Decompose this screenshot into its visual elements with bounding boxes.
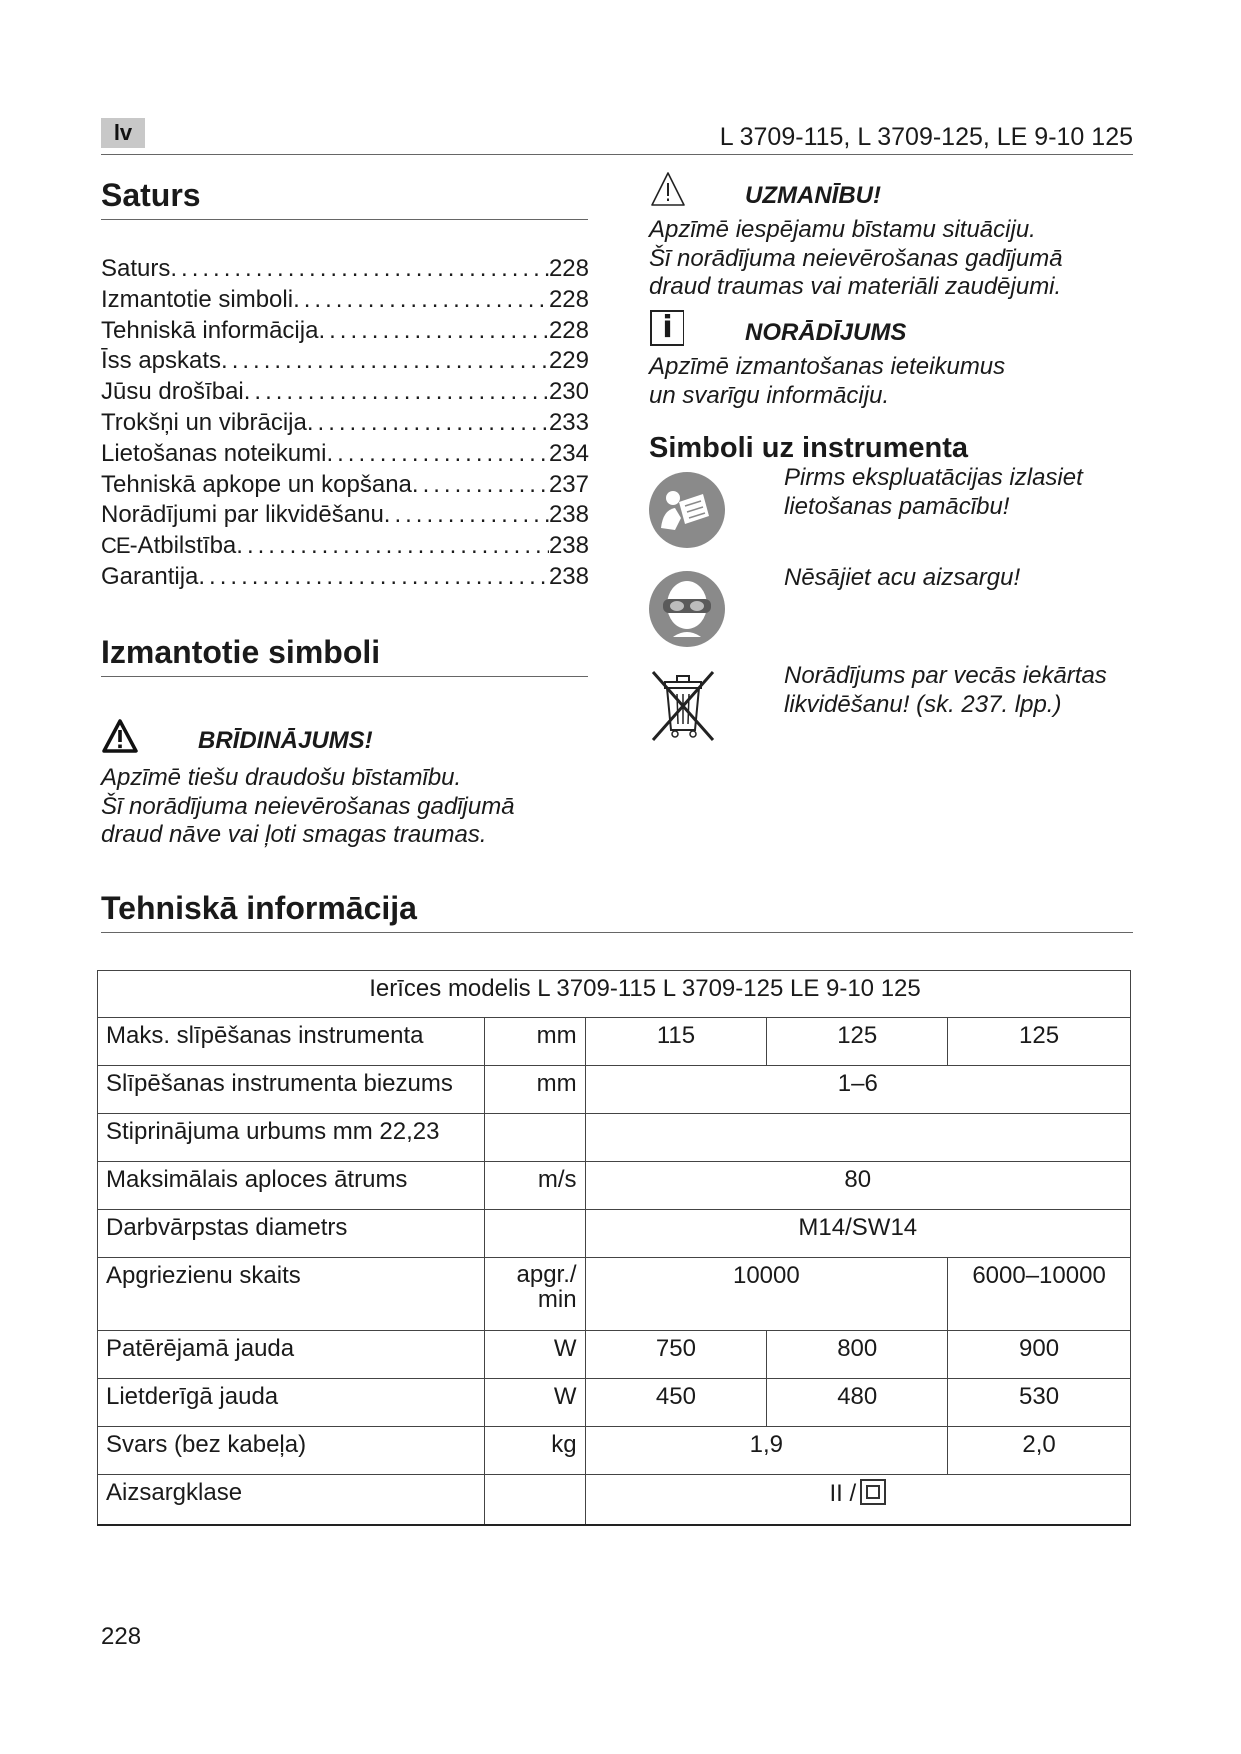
toc-entry-title: Saturs: [101, 255, 171, 282]
text-line: lietošanas pamācību!: [784, 492, 1010, 520]
unit-cell: [484, 1475, 585, 1525]
manual-reader-icon: [649, 472, 725, 548]
text-line: Pirms ekspluatācijas izlasiet: [784, 464, 1083, 491]
note-label: NORĀDĪJUMS: [745, 319, 907, 346]
danger-warning-icon: [101, 718, 139, 754]
value-cell: 2,0: [948, 1427, 1131, 1475]
unit-cell: mm: [484, 1066, 585, 1114]
table-row: [98, 1331, 1131, 1379]
toc-entry[interactable]: [101, 562, 589, 593]
param-cell: Svars (bez kabeļa): [98, 1427, 485, 1475]
tech-data-table: [97, 970, 1131, 1526]
text-line: un svarīgu informāciju.: [649, 381, 890, 409]
value-cell: M14/SW14: [585, 1210, 1130, 1258]
double-insulation-icon: [860, 1479, 886, 1505]
caution-label: UZMANĪBU!: [745, 182, 881, 209]
param-cell: Lietderīgā jauda: [98, 1379, 485, 1427]
tech-info-heading: Tehniskā informācija: [101, 890, 417, 926]
toc-entry[interactable]: [101, 500, 589, 531]
toc-leader: [307, 408, 549, 439]
value-cell: 80: [585, 1162, 1130, 1210]
table-row: [98, 1114, 1131, 1162]
danger-description: [101, 764, 515, 850]
toc-entry[interactable]: [101, 346, 589, 377]
note-description: [649, 353, 1005, 410]
toc-entry-title: Īss apskats: [101, 347, 222, 375]
value-cell: 450: [585, 1379, 767, 1427]
text-line: Šī norādījuma neievērošanas gadījumā: [649, 244, 1063, 272]
value-cell: 800: [767, 1331, 948, 1379]
value-cell: 900: [948, 1331, 1131, 1379]
safety-goggles-icon: [649, 571, 725, 647]
symbols-used-heading: Izmantotie simboli: [101, 634, 381, 670]
value-cell: 1–6: [585, 1066, 1130, 1114]
value-cell: 10000: [585, 1258, 948, 1331]
toc-entry-title: Tehniskā informācija: [101, 316, 319, 344]
value-cell: 750: [585, 1331, 767, 1379]
crossed-bin-icon: [649, 668, 717, 742]
toc-leader: [318, 316, 549, 347]
toc-entry-page: 234: [548, 439, 589, 467]
caution-warning-icon: [649, 170, 687, 208]
table-row: [98, 1066, 1131, 1114]
unit-cell: kg: [484, 1427, 585, 1475]
toc-entry-page: 238: [548, 562, 589, 590]
param-cell: Slīpēšanas instrumenta biezums: [98, 1066, 485, 1114]
toc-entry-page: 230: [548, 378, 589, 406]
text-line: Apzīmē izmantošanas ieteikumus: [649, 353, 1006, 380]
toc-entry-page: 237: [548, 470, 589, 498]
toc-leader: [244, 377, 549, 408]
text-line: Šī norādījuma neievērošanas gadījumā: [101, 792, 515, 820]
param-cell: Aizsargklase: [98, 1475, 485, 1525]
toc-entry-title: Garantija: [101, 562, 199, 590]
toc-leader: [236, 531, 549, 562]
toc-leader: [384, 500, 549, 531]
toc-leader: [221, 346, 549, 377]
param-cell: Maks. slīpēšanas instrumenta: [98, 1018, 485, 1066]
param-cell: Stiprinājuma urbums mm 22,23: [98, 1114, 485, 1162]
unit-cell: W: [484, 1379, 585, 1427]
text-line: draud traumas vai materiāli zaudējumi.: [649, 273, 1062, 300]
symbols-used-rule: [101, 676, 588, 677]
disposal-symbol-text: [784, 662, 1107, 719]
toc-entry-page: 238: [548, 501, 589, 529]
toc-entry-page: 228: [548, 255, 589, 282]
table-row: [98, 1018, 1131, 1066]
table-of-contents: [101, 254, 589, 593]
toc-entry[interactable]: [101, 408, 589, 439]
value-cell: [585, 1114, 1130, 1162]
unit-cell: W: [484, 1331, 585, 1379]
table-row: [98, 1379, 1131, 1427]
toc-leader: [326, 439, 548, 470]
param-cell: Patērējamā jauda: [98, 1331, 485, 1379]
unit-cell: [484, 1258, 585, 1331]
table-row: [98, 1258, 1131, 1331]
info-icon: [650, 310, 684, 346]
unit-cell: m/s: [484, 1162, 585, 1210]
table-header-row: [98, 971, 1131, 1018]
toc-entry-title: Trokšņi un vibrācija: [101, 408, 307, 436]
value-cell: 125: [767, 1018, 948, 1066]
text-line: Apzīmē tiešu draudošu bīstamību.: [101, 764, 462, 791]
table-row: [98, 1427, 1131, 1475]
toc-entry-title: Izmantotie simboli: [101, 285, 294, 313]
toc-leader: [198, 562, 549, 593]
table-row: [98, 1162, 1131, 1210]
language-badge: lv: [101, 118, 145, 148]
tech-info-rule: [101, 932, 1133, 933]
toc-entry-page: 233: [548, 408, 589, 436]
toc-heading-rule: [101, 219, 588, 220]
toc-entry-title: Jūsu drošībai: [101, 378, 244, 406]
info-icon-letter: i: [662, 310, 673, 345]
text-line: Norādījums par vecās iekārtas: [784, 662, 1107, 689]
value-cell: 530: [948, 1379, 1131, 1427]
value-cell: 1,9: [585, 1427, 948, 1475]
toc-entry[interactable]: [101, 377, 589, 408]
page-number: 228: [101, 1623, 142, 1650]
table-row: [98, 1210, 1131, 1258]
unit-line: min: [537, 1286, 577, 1314]
manual-symbol-text: [784, 464, 1083, 521]
toc-leader: [293, 285, 549, 316]
caution-description: [649, 216, 1063, 302]
toc-entry[interactable]: [101, 439, 589, 470]
header-models: L 3709-115, L 3709-125, LE 9-10 125: [719, 123, 1133, 151]
unit-line: apgr./: [516, 1261, 577, 1289]
header-divider: [101, 154, 1133, 155]
toc-entry-page: 238: [548, 532, 589, 560]
toc-entry-page: 229: [548, 347, 589, 375]
toc-entry[interactable]: [101, 285, 589, 316]
toc-leader: [170, 254, 549, 285]
text-line: Apzīmē iespējamu bīstamu situāciju.: [649, 216, 1036, 243]
tool-symbols-heading: Simboli uz instrumenta: [649, 432, 969, 464]
toc-entry[interactable]: [101, 470, 589, 501]
table-row: [98, 1475, 1131, 1525]
toc-entry-page: 228: [548, 316, 589, 344]
param-cell: Apgriezienu skaits: [98, 1258, 485, 1331]
toc-entry[interactable]: [101, 316, 589, 347]
toc-entry[interactable]: [101, 531, 589, 562]
toc-entry-page: 228: [548, 285, 589, 313]
value-cell: 6000–10000: [948, 1258, 1131, 1331]
toc-entry-title: -Atbilstība: [129, 532, 237, 560]
param-cell: Maksimālais aploces ātrums: [98, 1162, 485, 1210]
unit-cell: [484, 1114, 585, 1162]
danger-label: BRĪDINĀJUMS!: [198, 727, 373, 754]
toc-entry[interactable]: [101, 254, 589, 285]
toc-entry-title: Lietošanas noteikumi: [101, 439, 327, 467]
unit-cell: [484, 1210, 585, 1258]
value-cell: [585, 1475, 1130, 1525]
value-cell: 115: [585, 1018, 767, 1066]
toc-entry-title: Tehniskā apkope un kopšana: [101, 470, 412, 498]
goggles-symbol-text: [784, 564, 1020, 593]
protection-class-text: II /: [829, 1480, 857, 1508]
text-line: likvidēšanu! (sk. 237. lpp.): [784, 690, 1062, 718]
param-cell: Darbvārpstas diametrs: [98, 1210, 485, 1258]
ce-mark: CE: [101, 533, 130, 559]
text-line: Nēsājiet acu aizsargu!: [784, 564, 1021, 591]
value-cell: 125: [948, 1018, 1131, 1066]
toc-leader: [412, 470, 549, 501]
value-cell: 480: [767, 1379, 948, 1427]
toc-heading: Saturs: [101, 177, 201, 213]
model-header-cell: Ierīces modelis L 3709-115 L 3709-125 LE 9-10 125: [98, 971, 1131, 1018]
unit-cell: mm: [484, 1018, 585, 1066]
toc-entry-title: Norādījumi par likvidēšanu: [101, 501, 384, 529]
text-line: draud nāve vai ļoti smagas traumas.: [101, 821, 487, 848]
